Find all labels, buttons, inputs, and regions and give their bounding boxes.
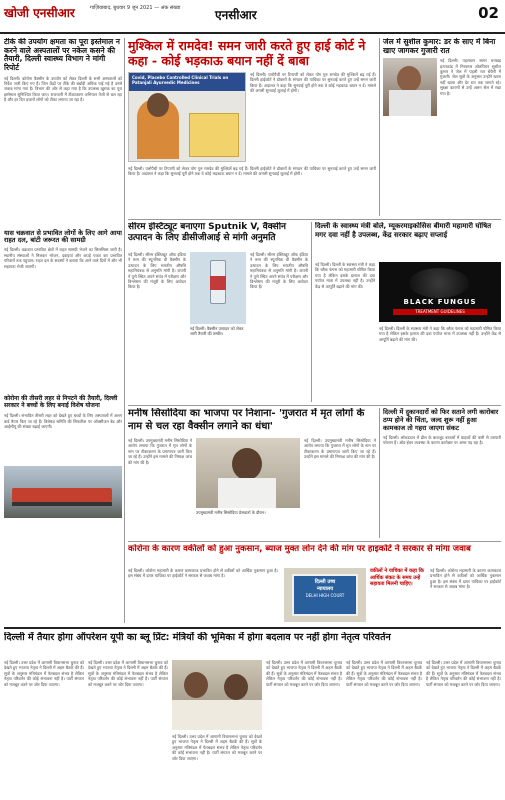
sign-line-1: दिल्ली उच्च	[314, 579, 336, 585]
bottom-headline: दिल्ली में तैयार होगा ऑपरेशन यूपी का ब्लू प्रिंट: मंत्रियों की भूमिका में होगा बदलाव पर नहीं होगा नेतृत्व परिवर्तन	[4, 632, 391, 643]
vaccine-photo	[190, 252, 246, 324]
fungus-photo-title: BLACK FUNGUS	[403, 298, 477, 306]
lawyers-headline: कोरोना के कारण वकीलों को हुआ नुकसान, ब्याज मुक्त लोन देने की मांग पर हाइकोर्ट ने सरकार से मांगा जवाब	[128, 544, 471, 554]
right-column	[383, 38, 501, 216]
vaccine-caption: नई दिल्ली। वैक्सीन उत्पादन को लेकर जारी तैयारी की तस्वीर।	[190, 326, 244, 336]
lawyers-body: नई दिल्ली। कोरोना महामारी के कारण कामकाज प्रभावित होने से वकीलों को आर्थिक नुकसान हुआ है। इस संबंध में दायर याचिका पर हाईकोर्ट ने सरकार से जवाब मांगा है।	[128, 568, 278, 579]
sisodia-body: नई दिल्ली। उपमुख्यमंत्री मनीष सिसोदिया ने आरोप लगाया कि गुजरात में मृत लोगों के नाम पर टीकाकरण के प्रमाणपत्र जारी किए जा रहे हैं। उन्होंने इस मामले की निष्पक्ष जांच की मांग की है।	[128, 438, 192, 465]
lawyers-quote: वकीलों ने याचिका में कहा कि आर्थिक संकट के समय उन्हें सहायता मिलनी चाहिए।	[370, 568, 424, 587]
section-rule	[128, 541, 501, 542]
lead-headline: मुश्किल में रामदेव! समन जारी करते हुए हाई कोर्ट ने कहा - कोई भड़काऊ बयान नहीं दें बाबा	[128, 38, 366, 68]
newspaper-brand: खोजी एनसीआर	[4, 6, 75, 20]
lead-body-2: नई दिल्ली। एलोपैथी पर टिप्पणी को लेकर योग गुरु रामदेव की मुश्किलें बढ़ गई हैं। दिल्ली हाईकोर्ट ने डॉक्टरों के संगठन की याचिका पर सुनवाई करते हुए उन्हें समन जारी किया है। अदालत ने कहा कि सुनवाई पूरी होने तक वे कोई भड़काऊ बयान न दें। मामले की अगली सुनवाई जुलाई में होगी।	[128, 166, 376, 177]
black-fungus-graphic	[379, 262, 501, 322]
shops-body: नई दिल्ली। लॉकडाउन में ढील के बावजूद बाजारों में ग्राहकों की कमी से व्यापारी परेशान हैं। ऑड-ईवन व्यवस्था के कारण कारोबार पर असर पड़ रहा है।	[383, 435, 501, 446]
bottom-body-col-3: नई दिल्ली। उत्तर प्रदेश में आगामी विधानसभा चुनाव को देखते हुए भाजपा नेतृत्व ने दिल्ली में अहम बैठकें की हैं। सूत्रों के अनुसार मंत्रिमंडल में फेरबदल संभव है लेकिन नेतृत्व परिवर्तन की कोई संभावना नहीं है। पार्टी संगठन को मजबूत करने पर जोर दिया जाएगा।	[172, 734, 262, 761]
sisodia-photo	[196, 438, 300, 508]
bottom-photo	[172, 660, 262, 730]
page-number: 02	[478, 4, 499, 22]
photo-banner: Covid, Placebo Controlled Clinical Trials on Patanjali Ayurvedic Medicines	[129, 73, 246, 91]
left-headline-1: टीके की उपयोग क्षमता का पूरा इस्तेमाल न करने वाले अस्पतालों पर नकेल कसने की तैयारी, दिल्ली स्वास्थ्य विभाग ने मांगी रिपोर्ट	[4, 38, 120, 72]
bottom-story	[4, 632, 501, 796]
sushil-photo	[383, 58, 437, 116]
bottom-body-col-6: नई दिल्ली। उत्तर प्रदेश में आगामी विधानसभा चुनाव को देखते हुए भाजपा नेतृत्व ने दिल्ली में अहम बैठकें की हैं। सूत्रों के अनुसार मंत्रिमंडल में फेरबदल संभव है लेकिन नेतृत्व परिवर्तन की कोई संभावना नहीं है। पार्टी संगठन को मजबूत करने पर जोर दिया जाएगा।	[426, 660, 501, 687]
sputnik-body-2: नई दिल्ली। सीरम इंस्टिट्यूट ऑफ इंडिया ने रूस की स्पूतनिक वी वैक्सीन के उत्पादन के लिए भारतीय औषधि महानियंत्रक से अनुमति मांगी है। कंपनी ने पुणे स्थित अपने संयंत्र में परीक्षण और विश्लेषण की मंजूरी के लिए आवेदन किया है।	[250, 252, 308, 290]
fungus-headline: दिल्ली के स्वास्थ्य मंत्री बोले, म्यूकरमाइकोसिस बीमारी महामारी घोषित मगर दवा नहीं है उपलब्ध, केंद्र सरकार बढ़ाए सप्लाई	[315, 222, 492, 239]
fungus-story	[315, 222, 501, 402]
left-headline-3: कोरोना की तीसरी लहर से निपटने की तैयारी, दिल्ली सरकार ने बच्चों के लिए बनाई विशेष योजना	[4, 395, 118, 410]
delhi-high-court-sign	[284, 568, 366, 622]
bottom-body-col-4: नई दिल्ली। उत्तर प्रदेश में आगामी विधानसभा चुनाव को देखते हुए भाजपा नेतृत्व ने दिल्ली में अहम बैठकें की हैं। सूत्रों के अनुसार मंत्रिमंडल में फेरबदल संभव है लेकिन नेतृत्व परिवर्तन की कोई संभावना नहीं है। पार्टी संगठन को मजबूत करने पर जोर दिया जाएगा।	[266, 660, 342, 687]
left-body-1: नई दिल्ली। कोरोना वैक्सीन के उपयोग को लेकर दिल्ली के सभी अस्पतालों को निर्देश जारी किए गए हैं। जिन केंद्रों पर टीके की बर्बादी अधिक पाई गई है उनसे जवाब मांगा गया है। विभाग की ओर से कहा गया है कि उपलब्ध खुराक का पूरा इस्तेमाल सुनिश्चित किया जाए। राजधानी में टीकाकरण अभियान तेजी से चल रहा है और हर दिन हजारों लोगों को टीका लगाया जा रहा है।	[4, 75, 122, 103]
sputnik-headline: सीरम इंस्टिट्यूट बनाएगा Sputnik V, वैक्सीन उत्पादन के लिए डीसीजीआई से मांगी अनुमति	[128, 222, 287, 243]
dateline: गाज़ियाबाद, बुधवार 9 जून 2021 — अंक संख्या	[90, 5, 181, 11]
sisodia-story	[128, 408, 376, 538]
sisodia-caption: उपमुख्यमंत्री मनीष सिसोदिया प्रेसवार्ता के दौरान।	[196, 510, 266, 515]
sputnik-story	[128, 222, 308, 402]
column-rule	[379, 408, 380, 538]
lawyers-body-2: नई दिल्ली। कोरोना महामारी के कारण कामकाज प्रभावित होने से वकीलों को आर्थिक नुकसान हुआ है। इस संबंध में दायर याचिका पर हाईकोर्ट ने सरकार से जवाब मांगा है।	[430, 568, 501, 590]
section-rule	[128, 219, 501, 220]
section-rule	[4, 627, 501, 629]
bottom-body-col-2: नई दिल्ली। उत्तर प्रदेश में आगामी विधानसभा चुनाव को देखते हुए भाजपा नेतृत्व ने दिल्ली में अहम बैठकें की हैं। सूत्रों के अनुसार मंत्रिमंडल में फेरबदल संभव है लेकिन नेतृत्व परिवर्तन की कोई संभावना नहीं है। पार्टी संगठन को मजबूत करने पर जोर दिया जाएगा।	[88, 660, 168, 687]
column-rule	[311, 222, 312, 402]
column-rule	[124, 38, 125, 623]
left-column	[4, 38, 122, 623]
fungus-body-2: नई दिल्ली। दिल्ली के स्वास्थ्य मंत्री ने कहा कि ब्लैक फंगस को महामारी घोषित किया गया है लेकिन इसके इलाज की दवा पर्याप्त मात्रा में उपलब्ध नहीं है। उन्होंने केंद्र से आपूर्ति बढ़ाने की मांग की।	[379, 326, 501, 342]
ramdev-photo	[128, 72, 246, 162]
sputnik-body: नई दिल्ली। सीरम इंस्टिट्यूट ऑफ इंडिया ने रूस की स्पूतनिक वी वैक्सीन के उत्पादन के लिए भारतीय औषधि महानियंत्रक से अनुमति मांगी है। कंपनी ने पुणे स्थित अपने संयंत्र में परीक्षण और विश्लेषण की मंजूरी के लिए आवेदन किया है।	[128, 252, 186, 290]
right-body: नई दिल्ली। पहलवान सागर धनखड़ हत्याकांड में गिरफ्तार ओलंपियन सुशील कुमार ने जेल में पहली रात बेचैनी में गुजारी। जेल सूत्रों के अनुसार उन्होंने खाना नहीं खाया और देर रात तक जागते रहे। सुरक्षा कारणों से उन्हें अलग सेल में रखा गया है।	[440, 58, 501, 96]
fungus-photo-sub: TREATMENT GUIDELINES	[393, 309, 487, 315]
left-body-2: नई दिल्ली। चक्रवात प्रभावित क्षेत्रों में राहत सामग्री भेजने का सिलसिला जारी है। स्थानीय संस्थाओं ने मिलकर भोजन, दवाइयां और कपड़े एकत्र कर प्रभावित परिवारों तक पहुंचाए। राहत दल के सदस्यों ने बताया कि आने वाले दिनों में और भी सहायता भेजी जाएगी।	[4, 247, 122, 269]
section-title: एनसीआर	[215, 8, 257, 22]
sign-line-3: DELHI HIGH COURT	[305, 593, 345, 598]
left-body-4	[4, 521, 122, 581]
train-photo	[4, 466, 122, 518]
right-headline: जेल में सुशील कुमार: डर के साए में बिना खाए जागकर गुजारी रात	[383, 38, 496, 55]
lawyers-story	[128, 544, 501, 624]
bottom-body-col-5: नई दिल्ली। उत्तर प्रदेश में आगामी विधानसभा चुनाव को देखते हुए भाजपा नेतृत्व ने दिल्ली में अहम बैठकें की हैं। सूत्रों के अनुसार मंत्रिमंडल में फेरबदल संभव है लेकिन नेतृत्व परिवर्तन की कोई संभावना नहीं है। पार्टी संगठन को मजबूत करने पर जोर दिया जाएगा।	[346, 660, 422, 687]
left-body-3: नई दिल्ली। संभावित तीसरी लहर को देखते हुए बच्चों के लिए अस्पतालों में अलग वार्ड तैयार किए जा रहे हैं। विशेषज्ञ समिति की सिफारिश पर ऑक्सीजन बेड और आईसीयू की संख्या बढ़ाई जाएगी।	[4, 413, 122, 430]
shops-headline: दिल्ली में दुकानदारों को फिर सताने लगी कारोबार ठप्प होने की चिंता, जल्द शुरू नहीं हुआ कामकाज तो गहरा जाएगा संकट	[383, 408, 499, 432]
lead-story	[128, 38, 376, 216]
lead-body: नई दिल्ली। एलोपैथी पर टिप्पणी को लेकर योग गुरु रामदेव की मुश्किलें बढ़ गई हैं। दिल्ली हाईकोर्ट ने डॉक्टरों के संगठन की याचिका पर सुनवाई करते हुए उन्हें समन जारी किया है। अदालत ने कहा कि सुनवाई पूरी होने तक वे कोई भड़काऊ बयान न दें। मामले की अगली सुनवाई जुलाई में होगी।	[250, 72, 376, 94]
shops-story	[383, 408, 501, 538]
sisodia-body-2: नई दिल्ली। उपमुख्यमंत्री मनीष सिसोदिया ने आरोप लगाया कि गुजरात में मृत लोगों के नाम पर टीकाकरण के प्रमाणपत्र जारी किए जा रहे हैं। उन्होंने इस मामले की निष्पक्ष जांच की मांग की है।	[304, 438, 376, 460]
fungus-body: नई दिल्ली। दिल्ली के स्वास्थ्य मंत्री ने कहा कि ब्लैक फंगस को महामारी घोषित किया गया है लेकिन इसके इलाज की दवा पर्याप्त मात्रा में उपलब्ध नहीं है। उन्होंने केंद्र से आपूर्ति बढ़ाने की मांग की।	[315, 262, 375, 289]
left-headline-2: यास चक्रवात से प्रभावित लोगों के लिए आगे आया राहत दल, बांटी जरूरत की सामग्री	[4, 228, 122, 244]
sign-line-2: न्यायालय	[316, 586, 334, 592]
bottom-body-col-1: नई दिल्ली। उत्तर प्रदेश में आगामी विधानसभा चुनाव को देखते हुए भाजपा नेतृत्व ने दिल्ली में अहम बैठकें की हैं। सूत्रों के अनुसार मंत्रिमंडल में फेरबदल संभव है लेकिन नेतृत्व परिवर्तन की कोई संभावना नहीं है। पार्टी संगठन को मजबूत करने पर जोर दिया जाएगा।	[4, 660, 84, 687]
column-rule	[379, 38, 380, 216]
sisodia-headline: मनीष सिसोदिया का भाजपा पर निशाना- 'गुजरात में मृत लोगों के नाम से चल रहा वैक्सीन लगाने का धंधा'	[128, 408, 365, 432]
masthead	[0, 0, 505, 34]
section-rule	[128, 405, 501, 406]
